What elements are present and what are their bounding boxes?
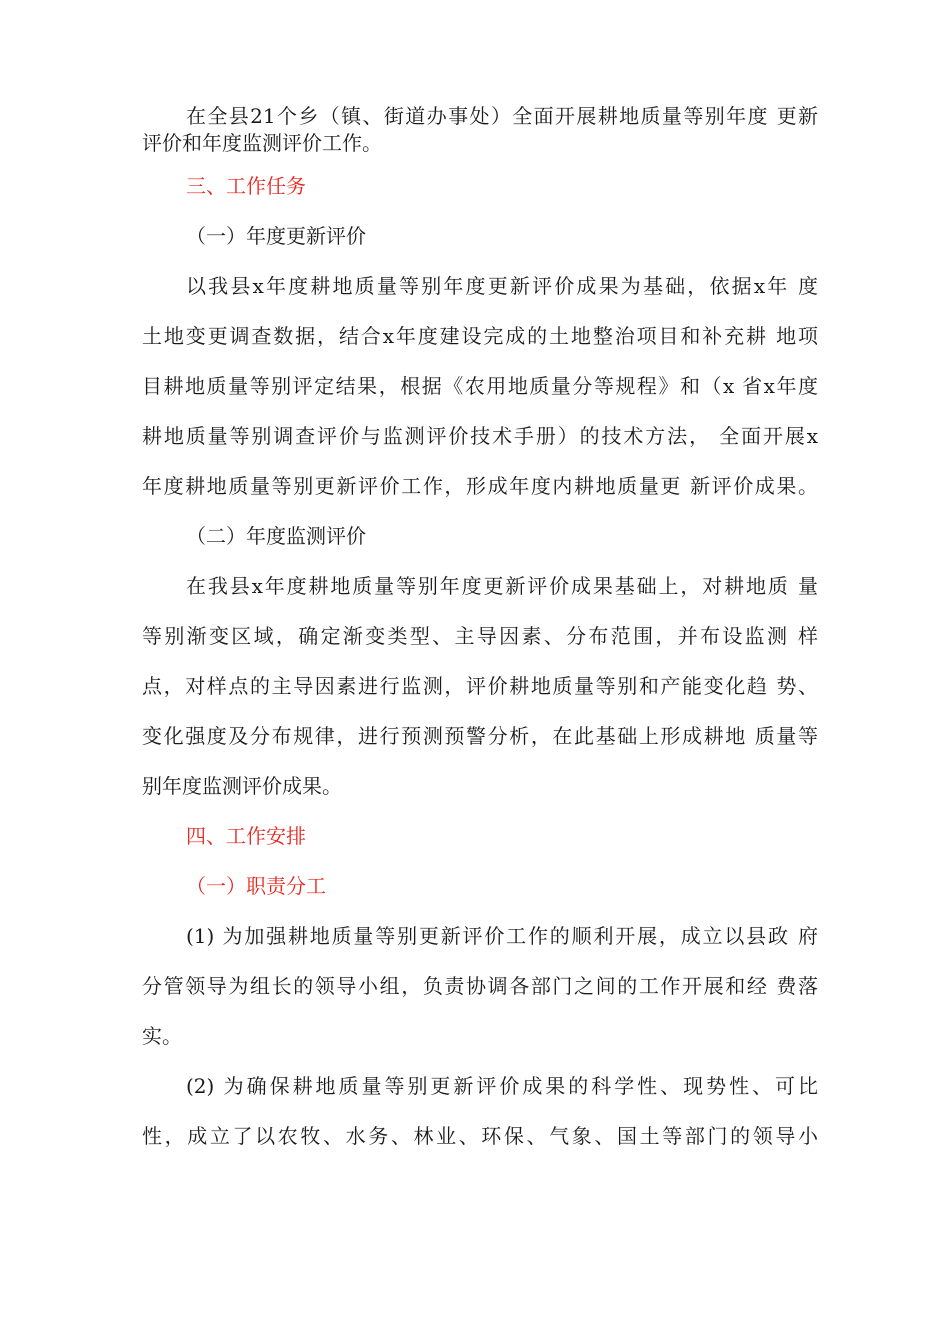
section-heading-work-tasks: 三、工作任务 bbox=[186, 174, 306, 198]
paragraph-item2-line-2: 性，成立了以农牧、水务、林业、环保、气象、国土等部门的领导小 bbox=[142, 1124, 818, 1148]
paragraph-update-line-3: 目耕地质量等别评定结果，根据《农用地质量分等规程》和（x 省x年度 bbox=[142, 374, 818, 398]
paragraph-scope-line-2: 评价和年度监测评价工作。 bbox=[142, 131, 382, 155]
paragraph-update-line-1: 以我县x年度耕地质量等别年度更新评价成果为基础，依据x年 度 bbox=[186, 274, 818, 298]
paragraph-monitoring-line-5: 别年度监测评价成果。 bbox=[142, 774, 342, 798]
paragraph-monitoring-line-4: 变化强度及分布规律，进行预测预警分析，在此基础上形成耕地 质量等 bbox=[142, 724, 818, 748]
subheading-responsibilities: （一）职责分工 bbox=[186, 874, 326, 898]
paragraph-item1-line-1: (1) 为加强耕地质量等别更新评价工作的顺利开展，成立以县政 府 bbox=[186, 924, 818, 948]
paragraph-item1-line-2: 分管领导为组长的领导小组，负责协调各部门之间的工作开展和经 费落 bbox=[142, 974, 818, 998]
paragraph-update-line-2: 土地变更调查数据，结合x年度建设完成的土地整治项目和补充耕 地项 bbox=[142, 324, 818, 348]
subheading-annual-monitoring: （二）年度监测评价 bbox=[186, 524, 366, 548]
paragraph-monitoring-line-2: 等别渐变区域，确定渐变类型、主导因素、分布范围，并布设监测 样 bbox=[142, 624, 818, 648]
paragraph-update-line-4: 耕地质量等别调查评价与监测评价技术手册）的技术方法， 全面开展x bbox=[142, 424, 818, 448]
paragraph-item2-line-1: (2) 为确保耕地质量等别更新评价成果的科学性、现势性、可比 bbox=[186, 1074, 818, 1098]
paragraph-monitoring-line-3: 点，对样点的主导因素进行监测，评价耕地质量等别和产能变化趋 势、 bbox=[142, 674, 818, 698]
subheading-annual-update: （一）年度更新评价 bbox=[186, 224, 366, 248]
paragraph-item1-line-3: 实。 bbox=[142, 1024, 182, 1048]
paragraph-monitoring-line-1: 在我县x年度耕地质量等别年度更新评价成果基础上，对耕地质 量 bbox=[186, 574, 818, 598]
paragraph-update-line-5: 年度耕地质量等别更新评价工作，形成年度内耕地质量更 新评价成果。 bbox=[142, 474, 818, 498]
section-heading-work-arrangement: 四、工作安排 bbox=[186, 824, 306, 848]
paragraph-scope-line-1: 在全县21个乡（镇、街道办事处）全面开展耕地质量等别年度 更新 bbox=[186, 104, 818, 128]
